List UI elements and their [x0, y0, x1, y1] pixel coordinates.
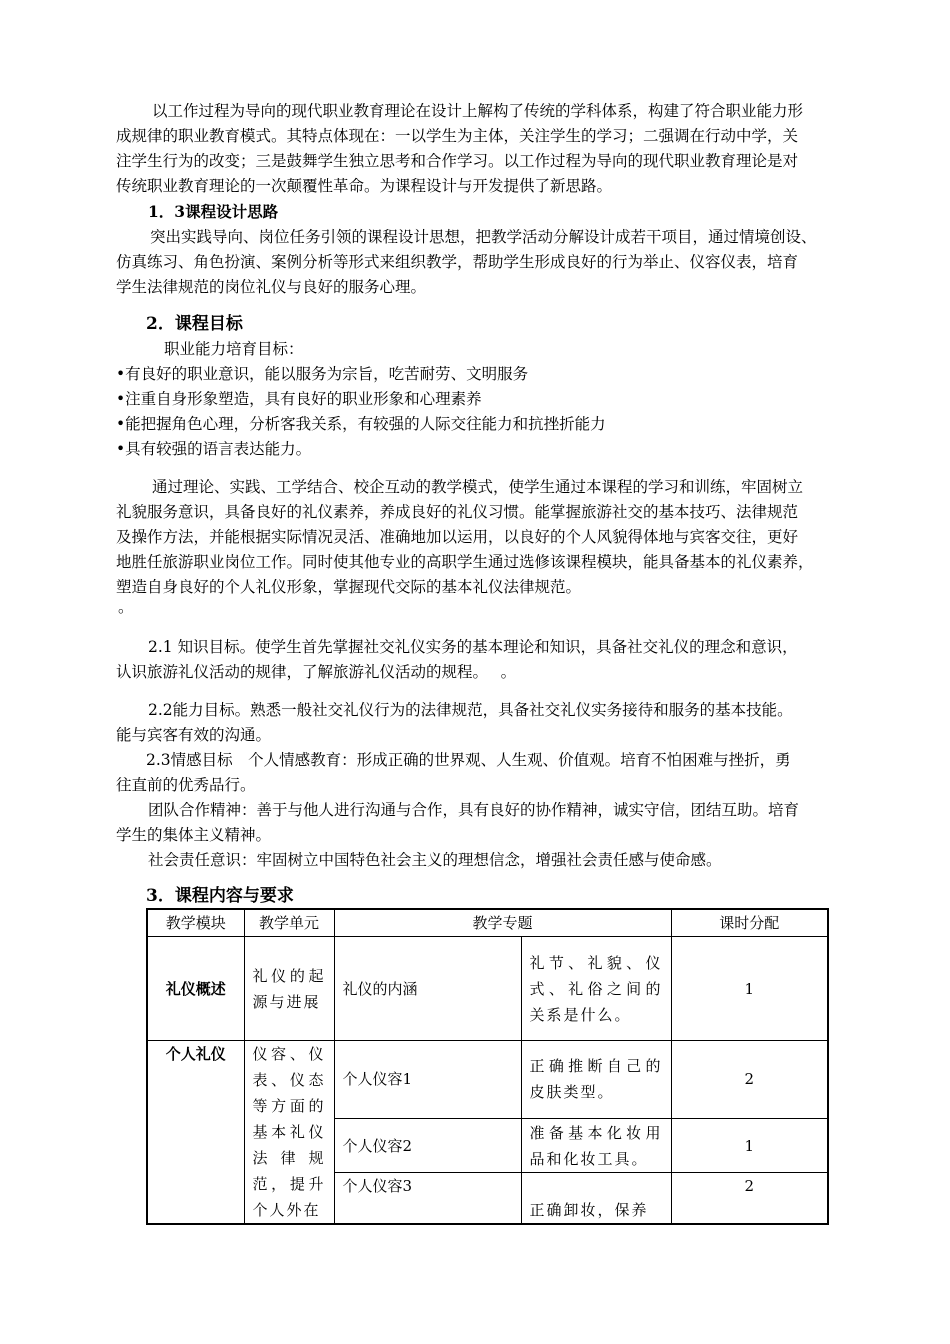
bullet-item: •具有较强的语言表达能力。	[116, 440, 312, 458]
header-cell: 教学专题	[334, 909, 671, 937]
text-line: 及操作方法，并能根据实际情况灵活、准确地加以运用，以良好的个人风貌得体地与宾客交往，更好	[116, 528, 799, 546]
section-heading: 1．3课程设计思路	[148, 202, 279, 221]
subheading: 职业能力培育目标：	[164, 340, 304, 358]
table-header-row	[147, 909, 828, 937]
table-row	[147, 937, 828, 1041]
module-cell: 个人礼仪	[147, 1041, 244, 1225]
topic-cell: 礼仪的内涵	[334, 937, 521, 1041]
text-line: 2.1 知识目标。使学生首先掌握社交礼仪实务的基本理论和知识，具备社交礼仪的理念和意识，	[148, 638, 798, 656]
text-line: 突出实践导向、岗位任务引领的课程设计思想，把教学活动分解设计成若干项目，通过情境创设、	[150, 228, 817, 246]
module-cell: 礼仪概述	[147, 937, 244, 1041]
text-line: 注学生行为的改变；三是鼓舞学生独立思考和合作学习。以工作过程为导向的现代职业教育理论是对	[116, 152, 799, 170]
header-cell: 教学模块	[147, 909, 244, 937]
text-line: 塑造自身良好的个人礼仪形象，掌握现代交际的基本礼仪法律规范。	[116, 578, 582, 596]
topic-cell: 个人仪容3	[334, 1173, 521, 1224]
bullet-item: •注重自身形象塑造，具有良好的职业形象和心理素养	[116, 390, 482, 408]
text-line: 仿真练习、角色扮演、案例分析等形式来组织教学，帮助学生形成良好的行为举止、仪容仪表，培育	[116, 253, 799, 271]
text-line: 2.3情感目标 个人情感教育：形成正确的世界观、人生观、价值观。培育不怕困难与挫折，勇	[146, 751, 791, 769]
text-line: 通过理论、实践、工学结合、校企互动的教学模式，使学生通过本课程的学习和训练，牢固树立	[152, 478, 804, 496]
detail-cell: 准备基本化妆用品和化妆工具。	[521, 1118, 671, 1172]
text-line: 传统职业教育理论的一次颠覆性革命。为课程设计与开发提供了新思路。	[116, 177, 613, 195]
text-line: 认识旅游礼仪活动的规律，了解旅游礼仪活动的规程。 。	[116, 663, 517, 681]
detail-cell: 正确卸妆，保养	[521, 1173, 671, 1224]
text-line: 礼貌服务意识，具备良好的礼仪素养，养成良好的礼仪习惯。能掌握旅游社交的基本技巧、法律规范	[116, 503, 799, 521]
detail-cell: 正确推断自己的皮肤类型。	[521, 1041, 671, 1119]
hours-cell: 1	[671, 1118, 828, 1172]
header-cell: 教学单元	[244, 909, 334, 937]
bullet-item: •能把握角色心理，分析客我关系，有较强的人际交往能力和抗挫折能力	[116, 415, 606, 433]
detail-cell: 礼节、礼貌、仪式、礼俗之间的关系是什么。	[521, 937, 671, 1041]
text-line: 。	[118, 598, 134, 616]
text-line: 能与宾客有效的沟通。	[116, 726, 272, 744]
text-line: 团队合作精神：善于与他人进行沟通与合作，具有良好的协作精神，诚实守信，团结互助。培育	[148, 801, 800, 819]
hours-cell: 2	[671, 1173, 828, 1224]
text-line: 学生的集体主义精神。	[116, 826, 272, 844]
text-line: 成规律的职业教育模式。其特点体现在：一以学生为主体，关注学生的学习；二强调在行动中学，关	[116, 127, 799, 145]
unit-cell: 礼仪的起源与进展	[244, 937, 334, 1041]
table-row	[147, 1041, 828, 1119]
section-heading: 3．课程内容与要求	[146, 886, 294, 906]
hours-cell: 1	[671, 937, 828, 1041]
text-line: 地胜任旅游职业岗位工作。同时使其他专业的高职学生通过选修该课程模块，能具备基本的礼仪素养，	[116, 553, 814, 571]
header-cell: 课时分配	[671, 909, 828, 937]
unit-cell: 仪容、仪表、仪态等方面的基本礼仪法律规范，提升个人外在	[244, 1041, 334, 1225]
topic-cell: 个人仪容1	[334, 1041, 521, 1119]
text-line: 学生法律规范的岗位礼仪与良好的服务心理。	[116, 278, 427, 296]
bullet-item: •有良好的职业意识，能以服务为宗旨，吃苦耐劳、文明服务	[116, 365, 529, 383]
text-line: 社会责任意识：牢固树立中国特色社会主义的理想信念，增强社会责任感与使命感。	[148, 851, 722, 869]
course-content-table	[146, 908, 829, 1225]
text-line: 以工作过程为导向的现代职业教育理论在设计上解构了传统的学科体系，构建了符合职业能力形	[152, 102, 804, 120]
topic-cell: 个人仪容2	[334, 1118, 521, 1172]
hours-cell: 2	[671, 1041, 828, 1119]
text-line: 2.2能力目标。熟悉一般社交礼仪行为的法律规范，具备社交礼仪实务接待和服务的基本技能。	[148, 701, 793, 719]
section-heading: 2．课程目标	[146, 314, 243, 334]
text-line: 往直前的优秀品行。	[116, 776, 256, 794]
